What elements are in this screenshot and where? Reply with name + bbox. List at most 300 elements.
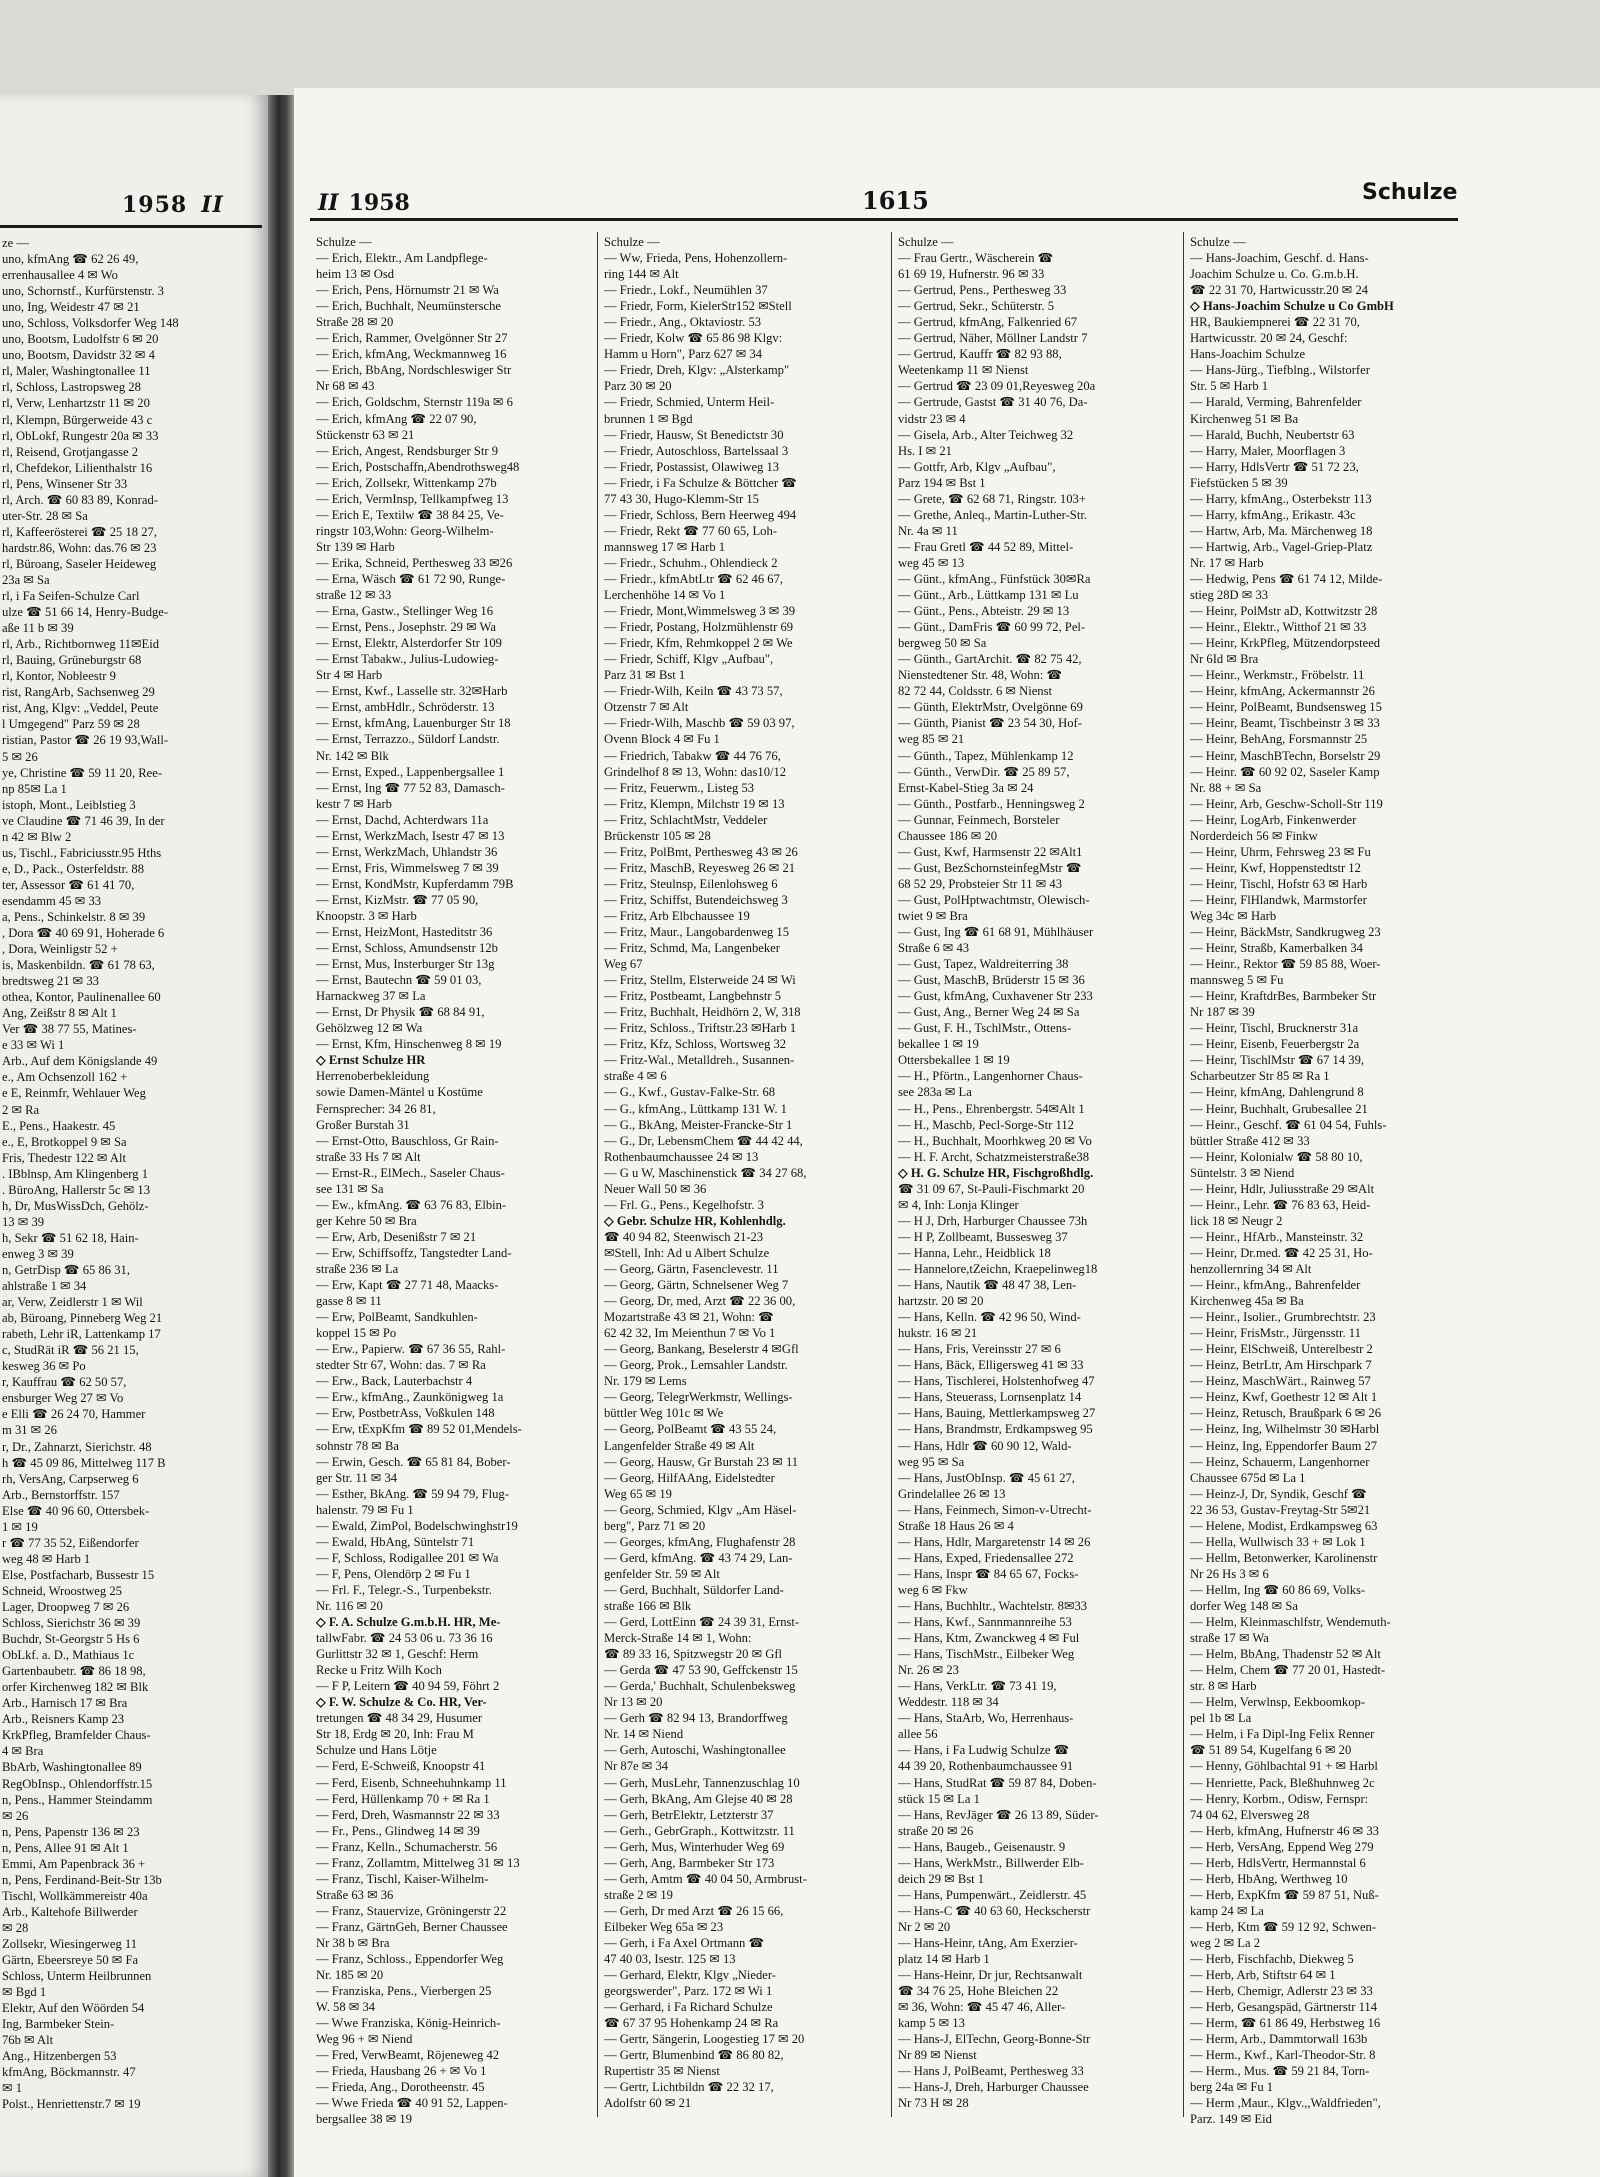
entry-line: — Heinr, BäckMstr, Sandkrugweg 23 — [1190, 925, 1381, 940]
entry-line: Scharbeutzer Str 85 ✉ Ra 1 — [1190, 1069, 1330, 1084]
entry-line: — Hans-Jürg., Tiefblng., Wilstorfer — [1190, 363, 1370, 378]
entry-line: — Herb, Gesangspäd, Gärtnerstr 114 — [1190, 2000, 1377, 2015]
entry-line: — Helm, Kleinmaschlfstr, Wendemuth- — [1190, 1615, 1391, 1630]
entry-line: Nr. 17 ✉ Harb — [1190, 555, 1264, 570]
entry-line: 22 36 53, Gustav-Freytag-Str 5✉21 — [1190, 1502, 1371, 1517]
entry-line: — Heinr., Elektr., Witthof 21 ✉ 33 — [1190, 620, 1367, 635]
entry-line: kamp 24 ✉ La — [1190, 1903, 1264, 1918]
entry-line: Nr 68 ✉ 43 — [316, 379, 375, 394]
entry-line: Parz 31 ✉ Bst 1 — [604, 668, 686, 683]
entry-line: e., Am Ochsenzoll 162 + — [2, 1070, 128, 1085]
entry-line: — Fr., Pens., Glindweg 14 ✉ 39 — [316, 1823, 480, 1838]
entry-line: — Herm, ☎ 61 86 49, Herbstweg 16 — [1190, 2016, 1381, 2031]
entry-line: — Heinr, Eisenb, Feuerbergstr 2a — [1190, 1037, 1360, 1052]
entry-line: georgswerder", Parz. 172 ✉ Wi 1 — [604, 1984, 773, 1999]
entry-line: rl, ObLokf, Rungestr 20a ✉ 33 — [2, 428, 159, 443]
entry-line: Kirchenweg 51 ✉ Ba — [1190, 411, 1299, 426]
entry-line: see 283a ✉ La — [898, 1085, 972, 1100]
entry-line: — Heinr, TischlMstr ☎ 67 14 39, — [1190, 1053, 1365, 1068]
entry-line: lick 18 ✉ Neugr 2 — [1190, 1213, 1283, 1228]
entry-line: ter, Assessor ☎ 61 41 70, — [2, 877, 135, 892]
entry-line: — Erich E, Textilw ☎ 38 84 25, Ve- — [316, 507, 504, 522]
entry-line: — Ernst, Exped., Lappenbergsallee 1 — [316, 764, 505, 779]
entry-line: — Gertrud, Pens., Perthesweg 33 — [898, 283, 1067, 298]
entry-line: — Friedr., Ang., Oktaviostr. 53 — [604, 315, 762, 330]
entry-line: Polst., Henriettenstr.7 ✉ 19 — [2, 2097, 141, 2112]
entry-line: — Ewald, ZimPol, Bodelschwinghstr19 — [316, 1518, 518, 1533]
entry-line: Ver ☎ 38 77 55, Matines- — [2, 1022, 137, 1037]
entry-line: ☎ 40 94 82, Steenwisch 21-23 — [604, 1229, 764, 1244]
entry-line: Ovenn Block 4 ✉ Fu 1 — [604, 732, 720, 747]
entry-line: — Ernst, WerkzMach, Uhlandstr 36 — [316, 844, 498, 859]
entry-line: — Hans, Exped, Friedensallee 272 — [898, 1550, 1074, 1565]
entry-line: Arb., Auf dem Königslande 49 — [2, 1054, 158, 1069]
entry-line: 2 ✉ Ra — [2, 1102, 40, 1117]
entry-line: — Erwin, Gesch. ☎ 65 81 84, Bober- — [316, 1454, 511, 1469]
entry-line: ✉ 26 — [2, 1808, 29, 1823]
entry-line: — Friedrich, Tabakw ☎ 44 76 76, — [604, 748, 781, 763]
entry-line: — Hans-J, ElTechn, Georg-Bonne-Str — [898, 2032, 1091, 2047]
entry-line: Hans-Joachim Schulze — [1190, 347, 1306, 362]
entry-line: — Friedr, i Fa Schulze & Böttcher ☎ — [604, 475, 797, 490]
entry-line: — Heinr, PolMstr aD, Kottwitzstr 28 — [1190, 604, 1378, 619]
entry-line: — Heinr, Uhrm, Fehrsweg 23 ✉ Fu — [1190, 844, 1371, 859]
entry-line: aße 11 b ✉ 39 — [2, 621, 74, 636]
entry-line: — Henny, Göhlbachtal 91 + ✉ Harbl — [1190, 1759, 1378, 1774]
entry-line: — Frau Gretl ☎ 44 52 89, Mittel- — [898, 539, 1074, 554]
entry-line: — Hans-C ☎ 40 63 60, Heckscherstr — [898, 1903, 1091, 1918]
entry-line: Chaussee 675d ✉ La 1 — [1190, 1470, 1306, 1485]
entry-line: — G., BkAng, Meister-Francke-Str 1 — [604, 1117, 793, 1132]
entry-line: Gurlittstr 32 ✉ 1, Geschf: Herm — [316, 1647, 479, 1662]
entry-line: — Heinr, KrkPfleg, Mützendorpsteed — [1190, 636, 1381, 651]
entry-line: bergweg 50 ✉ Sa — [898, 636, 987, 651]
entry-line: — Fritz, Feuerwm., Listeg 53 — [604, 780, 755, 795]
entry-line: stück 15 ✉ La 1 — [898, 1791, 980, 1806]
entry-line: — Gerhard, Elektr, Klgv „Nieder- — [604, 1968, 776, 1983]
entry-line: — Ernst, Kfm, Hinschenweg 8 ✉ 19 — [316, 1037, 502, 1052]
entry-line: — Fritz, Schiffst, Butendeichsweg 3 — [604, 892, 788, 907]
entry-line: rist, RangArb, Sachsenweg 29 — [2, 685, 155, 700]
entry-line: — Fritz, MaschB, Reyesweg 26 ✉ 21 — [604, 860, 796, 875]
entry-line: — Henriette, Pack, Bleßhuhnweg 2c — [1190, 1775, 1375, 1790]
entry-line: — Gerh, Autoschi, Washingtonallee — [604, 1743, 786, 1758]
entry-line: — Franz, Stauervize, Gröningerstr 22 — [316, 1903, 507, 1918]
entry-line: — Erw, Schiffsoffz, Tangstedter Land- — [316, 1245, 512, 1260]
entry-line: — Günt., Pens., Abteistr. 29 ✉ 13 — [898, 604, 1070, 619]
entry-line: Ang, Zeißstr 8 ✉ Alt 1 — [2, 1006, 117, 1021]
entry-line: dorfer Weg 148 ✉ Sa — [1190, 1598, 1298, 1613]
entry-line: e., E, Brotkoppel 9 ✉ Sa — [2, 1134, 127, 1149]
entry-line: — Gerh, Mus, Winterhuder Weg 69 — [604, 1839, 785, 1854]
entry-line: — Gerhard, i Fa Richard Schulze — [604, 2000, 773, 2015]
entry-line: Norderdeich 56 ✉ Finkw — [1190, 828, 1318, 843]
entry-line: ☎ 89 33 16, Spitzwegstr 20 ✉ Gfl — [604, 1647, 783, 1662]
entry-line: — Georg, Dr, med, Arzt ☎ 22 36 00, — [604, 1294, 796, 1309]
entry-line: berg", Parz 71 ✉ 20 — [604, 1518, 706, 1533]
entry-line: ve Claudine ☎ 71 46 39, In der — [2, 813, 165, 828]
entry-line: — Hans, Inspr ☎ 84 65 67, Focks- — [898, 1566, 1079, 1581]
entry-line: — Herb, Ktm ☎ 59 12 92, Schwen- — [1190, 1919, 1377, 1934]
entry-line: uno, Ing, Weidestr 47 ✉ 21 — [2, 300, 140, 315]
entry-line: — Heinr, PolBeamt, Bundsensweg 15 — [1190, 700, 1382, 715]
entry-line: — Gerh, i Fa Axel Ortmann ☎ — [604, 1935, 765, 1950]
entry-line: — Ferd, E-Schweiß, Knoopstr 41 — [316, 1759, 486, 1774]
entry-line: gasse 8 ✉ 11 — [316, 1294, 382, 1309]
entry-line: — Heinz, Ing, Eppendorfer Baum 27 — [1190, 1438, 1378, 1453]
entry-line: ☎ 22 31 70, Hartwicusstr.20 ✉ 24 — [1190, 283, 1369, 298]
entry-line: ensburger Weg 27 ✉ Vo — [2, 1391, 124, 1406]
entry-line: — Hans, WerkMstr., Billwerder Elb- — [898, 1855, 1084, 1870]
entry-line: — Heinr., Lehr. ☎ 76 83 63, Heid- — [1190, 1197, 1371, 1212]
entry-line: 47 40 03, Isestr. 125 ✉ 13 — [604, 1952, 736, 1967]
entry-line: — Friedr, Schiff, Klgv „Aufbau", — [604, 652, 774, 667]
entry-line: — Helene, Modist, Erdkampsweg 63 — [1190, 1518, 1378, 1533]
entry-line: — Frl. G., Pens., Kegelhofstr. 3 — [604, 1197, 764, 1212]
entry-line: — H. F. Archt, Schatzmeisterstraße38 — [898, 1149, 1090, 1164]
entry-line: Nr. 142 ✉ Blk — [316, 748, 389, 763]
entry-line: Knoopstr. 3 ✉ Harb — [316, 908, 417, 923]
entry-line: Gärtn, Ebeersreye 50 ✉ Fa — [2, 1953, 139, 1968]
entry-line: — Georges, kfmAng, Flughafenstr 28 — [604, 1534, 796, 1549]
entry-line: — Hans, Baugeb., Geisenaustr. 9 — [898, 1839, 1066, 1854]
entry-line: — Franz, Schloss., Eppendorfer Weg — [316, 1952, 504, 1967]
entry-line: — Gerh, Amtm ☎ 40 04 50, Armbrust- — [604, 1871, 807, 1886]
entry-line: — Gust, Ang., Berner Weg 24 ✉ Sa — [898, 1005, 1080, 1020]
entry-line: ☎ 31 09 67, St-Pauli-Fischmarkt 20 — [898, 1181, 1085, 1196]
entry-line: kesweg 36 ✉ Po — [2, 1359, 86, 1374]
entry-line: — Heinr., HfArb., Mansteinstr. 32 — [1190, 1229, 1364, 1244]
entry-line: — Erich, Angest, Rendsburger Str 9 — [316, 443, 499, 458]
entry-line: rl, Büroang, Saseler Heideweg — [2, 556, 157, 571]
entry-line: Ernst-Kabel-Stieg 3a ✉ 24 — [898, 780, 1034, 795]
entry-line: ✉Stell, Inh: Ad u Albert Schulze — [604, 1245, 770, 1260]
directory-column-1 — [316, 234, 594, 2159]
entry-line: Nr. 14 ✉ Niend — [604, 1727, 684, 1742]
entry-line: esendamm 45 ✉ 33 — [2, 893, 102, 908]
entry-line: rl, i Fa Seifen-Schulze Carl — [2, 589, 140, 604]
column-divider-3 — [1183, 232, 1184, 2117]
entry-line: — Heinr, FlHlandwk, Marmstorfer — [1190, 892, 1367, 907]
entry-line: Nr 187 ✉ 39 — [1190, 1005, 1255, 1020]
entry-line: 44 39 20, Rothenbaumchaussee 91 — [898, 1759, 1074, 1774]
entry-line: Else ☎ 40 96 60, Ottersbek- — [2, 1503, 150, 1518]
entry-line: uter-Str. 28 ✉ Sa — [2, 508, 88, 523]
entry-line: h, Dr, MusWissDch, Gehölz- — [2, 1198, 149, 1213]
entry-line: büttler Straße 412 ✉ 33 — [1190, 1133, 1310, 1148]
entry-line: — Franz, Kelln., Schumacherstr. 56 — [316, 1839, 498, 1854]
entry-line: 68 52 29, Probsteier Str 11 ✉ 43 — [898, 876, 1063, 891]
entry-line: Weg 34c ✉ Harb — [1190, 908, 1277, 923]
entry-line: rl, Reisend, Grotjangasse 2 — [2, 444, 139, 459]
entry-line: — Heinz, BetrLtr, Am Hirschpark 7 — [1190, 1358, 1372, 1373]
entry-line: — Helm, BbAng, Thadenstr 52 ✉ Alt — [1190, 1647, 1381, 1662]
entry-line: — Herb, HbAng, Werthweg 10 — [1190, 1871, 1348, 1886]
entry-line: — Günt., Arb., Lüttkamp 131 ✉ Lu — [898, 588, 1079, 603]
entry-line: — Gunnar, Feinmech, Borsteler — [898, 812, 1060, 827]
entry-line: ab, Büroang, Pinneberg Weg 21 — [2, 1311, 163, 1326]
entry-line: ✉ 4, Inh: Lonja Klinger — [898, 1197, 1019, 1212]
entry-line: — Erw, PostbetrAss, Voßkulen 148 — [316, 1406, 495, 1421]
entry-line: — Hella, Wullwisch 33 + ✉ Lok 1 — [1190, 1534, 1366, 1549]
left-header-year: 1958 — [122, 192, 188, 218]
entry-line: rl, Schloss, Lastropsweg 28 — [2, 380, 141, 395]
entry-line: — Gerh, BkAng, Am Glejse 40 ✉ 28 — [604, 1791, 793, 1806]
left-header-roman: II — [201, 192, 224, 218]
entry-line: straße 17 ✉ Wa — [1190, 1631, 1269, 1646]
entry-line: bergsallee 38 ✉ 19 — [316, 2112, 413, 2127]
entry-line: Nr 13 ✉ 20 — [604, 1695, 663, 1710]
entry-line: — Erika, Schneid, Perthesweg 33 ✉26 — [316, 555, 513, 570]
entry-line: Harnackweg 37 ✉ La — [316, 989, 426, 1004]
entry-line: — Hans, i Fa Ludwig Schulze ☎ — [898, 1743, 1070, 1758]
entry-line: ☎ 34 76 25, Hohe Bleichen 22 — [898, 1984, 1059, 1999]
entry-line: — Erw, PolBeamt, Sandkuhlen- — [316, 1310, 478, 1325]
entry-line: Nr 89 ✉ Nienst — [898, 2048, 977, 2063]
entry-line: — Heinr, BehAng, Forsmannstr 25 — [1190, 732, 1368, 747]
entry-line: weg 85 ✉ 21 — [898, 732, 965, 747]
entry-line: — Heinr, Beamt, Tischbeinstr 3 ✉ 33 — [1190, 716, 1380, 731]
left-header-rule — [0, 225, 262, 228]
entry-line: — Gertrude, Gastst ☎ 31 40 76, Da- — [898, 395, 1088, 410]
entry-line: — Erich, Goldschm, Sternstr 119a ✉ 6 — [316, 395, 513, 410]
entry-line: — Ferd, Eisenb, Schneehuhnkamp 11 — [316, 1775, 507, 1790]
entry-line: Nr 26 Hs 3 ✉ 6 — [1190, 1566, 1269, 1581]
entry-line: n, Pens., Hammer Steindamm — [2, 1792, 153, 1807]
entry-line: — Hanna, Lehr., Heidblick 18 — [898, 1245, 1051, 1260]
entry-line: — Heinr, Arb, Geschw-Scholl-Str 119 — [1190, 796, 1383, 811]
entry-line: tallwFabr. ☎ 24 53 06 u. 73 36 16 — [316, 1631, 493, 1646]
entry-line: ringstr 103,Wohn: Georg-Wilhelm- — [316, 523, 494, 538]
entry-line: — Friedr, Postang, Holzmühlenstr 69 — [604, 620, 794, 635]
entry-line: — Heinz, Retusch, Braußpark 6 ✉ 26 — [1190, 1406, 1382, 1421]
entry-line: ◇ F. W. Schulze & Co. HR, Ver- — [316, 1695, 487, 1710]
entry-line: — Franziska, Pens., Vierbergen 25 — [316, 1984, 492, 1999]
entry-line: Straße 63 ✉ 36 — [316, 1887, 394, 1902]
entry-line: 61 69 19, Hufnerstr. 96 ✉ 33 — [898, 267, 1045, 282]
entry-line: — Hans, Pumpenwärt., Zeidlerstr. 45 — [898, 1887, 1087, 1902]
entry-line: Chaussee 186 ✉ 20 — [898, 828, 998, 843]
entry-line: Großer Burstah 31 — [316, 1117, 410, 1132]
entry-line: — Ernst, Bautechn ☎ 59 01 03, — [316, 973, 482, 988]
entry-line: — Gust, kfmAng, Cuxhavener Str 233 — [898, 989, 1093, 1004]
entry-line: — Ernst, Ing ☎ 77 52 83, Damasch- — [316, 780, 505, 795]
entry-line: — Heinr, LogArb, Finkenwerder — [1190, 812, 1357, 827]
entry-line: KrkPfleg, Bramfelder Chaus- — [2, 1728, 151, 1743]
entry-line: — Hans-Joachim, Geschf. d. Hans- — [1190, 251, 1369, 266]
entry-line: 23a ✉ Sa — [2, 572, 50, 587]
entry-line: Str 139 ✉ Harb — [316, 539, 395, 554]
entry-line: — Gertr, Sängerin, Loogestieg 17 ✉ 20 — [604, 2032, 805, 2047]
entry-line: — Fritz, Steulnsp, Eilenlohsweg 6 — [604, 876, 778, 891]
entry-line: Str 4 ✉ Harb — [316, 668, 383, 683]
entry-line: — Henry, Korbm., Odisw, Fernspr: — [1190, 1791, 1369, 1806]
entry-line: — Georg, Prok., Lemsahler Landstr. — [604, 1358, 788, 1373]
entry-line: Buchdr, St-Georgstr 5 Hs 6 — [2, 1632, 140, 1647]
entry-line: — Hans, TischMstr., Eilbeker Weg — [898, 1647, 1075, 1662]
entry-line: ristian, Pastor ☎ 26 19 93,Wall- — [2, 733, 169, 748]
entry-line: — Ernst, Elektr, Alsterdorfer Str 109 — [316, 636, 502, 651]
entry-line: — Heinz-J, Dr, Syndik, Geschf ☎ — [1190, 1486, 1367, 1501]
entry-line: allee 56 — [898, 1727, 938, 1742]
entry-line: uno, Schloss, Volksdorfer Weg 148 — [2, 316, 179, 331]
entry-line: — Friedr, Form, KielerStr152 ✉Stell — [604, 299, 792, 314]
left-facing-page — [0, 95, 268, 2177]
entry-line: — Heinr, Dr.med. ☎ 42 25 31, Ho- — [1190, 1245, 1373, 1260]
entry-line: — Harry, HdlsVertr ☎ 51 72 23, — [1190, 459, 1359, 474]
entry-line: Brückenstr 105 ✉ 28 — [604, 828, 711, 843]
directory-column-3 — [898, 234, 1180, 2159]
entry-line: — Hans, Steuerass, Lornsenplatz 14 — [898, 1390, 1082, 1405]
entry-line: — Erich, Buchhalt, Neumünstersche — [316, 299, 502, 314]
entry-line: henzollernring 34 ✉ Alt — [1190, 1262, 1312, 1276]
entry-line: — Erw, Kapt ☎ 27 71 48, Maacks- — [316, 1278, 499, 1293]
entry-line: 77 43 30, Hugo-Klemm-Str 15 — [604, 491, 759, 506]
entry-line: — Hellm, Ing ☎ 60 86 69, Volks- — [1190, 1582, 1366, 1597]
entry-line: — Ernst, Schloss, Amundsenstr 12b — [316, 941, 498, 956]
entry-line: — Friedr-Wilh, Keiln ☎ 43 73 57, — [604, 684, 783, 699]
entry-line: — Gertrud, kfmAng, Falkenried 67 — [898, 315, 1078, 330]
entry-line: — Herb, ExpKfm ☎ 59 87 51, Nuß- — [1190, 1887, 1379, 1902]
entry-line: berg 24a ✉ Fu 1 — [1190, 2080, 1274, 2095]
entry-line: — Gust, BezSchornsteinfegMstr ☎ — [898, 860, 1082, 875]
entry-line: — Heinz, MaschWärt., Rainweg 57 — [1190, 1374, 1371, 1389]
entry-line: — Herb, VersAng, Eppend Weg 279 — [1190, 1839, 1374, 1854]
entry-line: — Fred, VerwBeamt, Röjeneweg 42 — [316, 2048, 500, 2063]
entry-line: — Wwe Franziska, König-Heinrich- — [316, 2016, 501, 2031]
entry-line: r ☎ 77 35 52, Eißendorfer — [2, 1535, 139, 1550]
entry-line: Schulze — — [1190, 235, 1246, 249]
entry-line: — H J, Drh, Harburger Chaussee 73h — [898, 1213, 1088, 1228]
entry-line: — Gerd, LottEinn ☎ 24 39 31, Ernst- — [604, 1615, 800, 1630]
entry-line: — Ernst, KondMstr, Kupferdamm 79B — [316, 876, 514, 891]
entry-line: — Heinr, Hdlr, Juliusstraße 29 ✉Alt — [1190, 1181, 1375, 1196]
entry-line: Herrenoberbekleidung — [316, 1069, 430, 1084]
entry-line: — Fritz, SchlachtMstr, Veddeler — [604, 812, 768, 827]
directory-column-4 — [1190, 234, 1472, 2159]
entry-line: Arb., Harnisch 17 ✉ Bra — [2, 1696, 128, 1711]
entry-line: orfer Kirchenweg 182 ✉ Blk — [2, 1680, 149, 1695]
entry-line: Ottersbekallee 1 ✉ 19 — [898, 1053, 1010, 1068]
entry-line: 74 04 62, Elversweg 28 — [1190, 1807, 1310, 1822]
entry-line: Eilbeker Weg 65a ✉ 23 — [604, 1919, 724, 1934]
entry-line: — Günt., DamFris ☎ 60 99 72, Pel- — [898, 620, 1086, 635]
entry-line: Parz 194 ✉ Bst 1 — [898, 475, 986, 490]
entry-line: — Gottfr, Arb, Klgv „Aufbau", — [898, 459, 1056, 474]
entry-line: — Gerh ☎ 82 94 13, Brandorffweg — [604, 1711, 788, 1726]
entry-line: — Friedr, Rekt ☎ 77 60 65, Loh- — [604, 523, 777, 538]
column-divider-2 — [891, 232, 892, 2117]
entry-line: — H., Pförtn., Langenhorner Chaus- — [898, 1069, 1083, 1084]
entry-line: — Harald, Verming, Bahrenfelder — [1190, 395, 1362, 410]
entry-line: Otzenstr 7 ✉ Alt — [604, 700, 689, 715]
entry-line: — Gertr, Blumenbind ☎ 86 80 82, — [604, 2048, 784, 2063]
entry-line: — Erw, tExpKfm ☎ 89 52 01,Mendels- — [316, 1422, 522, 1437]
entry-line: — Heinz, Kwf, Goethestr 12 ✉ Alt 1 — [1190, 1390, 1378, 1405]
entry-line: — Heinr. ☎ 60 92 02, Saseler Kamp — [1190, 764, 1380, 779]
entry-line: Merck-Straße 14 ✉ 1, Wohn: — [604, 1631, 752, 1646]
entry-line: — Gerd, Buchhalt, Süldorfer Land- — [604, 1582, 784, 1597]
entry-line: — Heinr, Tischl, Brucknerstr 31a — [1190, 1021, 1359, 1036]
entry-line: — Hans, VerkLtr. ☎ 73 41 19, — [898, 1679, 1057, 1694]
entry-line: — Gerh, Dr med Arzt ☎ 26 15 66, — [604, 1903, 784, 1918]
entry-line: Lerchenhöhe 14 ✉ Vo 1 — [604, 588, 726, 603]
entry-line: — Ernst, Pens., Josephstr. 29 ✉ Wa — [316, 620, 497, 635]
page-number: 1615 — [862, 186, 929, 215]
entry-line: straße 4 ✉ 6 — [604, 1069, 667, 1084]
entry-line: brunnen 1 ✉ Bgd — [604, 411, 693, 426]
entry-line: — Heinr., Werkmstr., Fröbelstr. 11 — [1190, 668, 1365, 683]
entry-line: n 42 ✉ Blw 2 — [2, 829, 72, 844]
entry-line: Stückenstr 63 ✉ 21 — [316, 427, 415, 442]
entry-line: rl, Kontor, Nobleestr 9 — [2, 669, 116, 684]
entry-line: mannsweg 17 ✉ Harb 1 — [604, 539, 726, 554]
entry-line: Langenfelder Straße 49 ✉ Alt — [604, 1438, 755, 1453]
entry-line: W. 58 ✉ 34 — [316, 2000, 376, 2015]
entry-line: — Ernst, Terrazzo., Süldorf Landstr. — [316, 732, 500, 747]
entry-line: rl, Klempn, Bürgerweide 43 c — [2, 412, 153, 427]
entry-line: Nr 2 ✉ 20 — [898, 1919, 951, 1934]
entry-line: — Friedr, Kfm, Rehmkoppel 2 ✉ We — [604, 636, 793, 651]
entry-line: str. 8 ✉ Harb — [1190, 1679, 1257, 1694]
entry-line: rl, Maler, Washingtonallee 11 — [2, 364, 151, 379]
entry-line: — Heinr, kfmAng, Dahlengrund 8 — [1190, 1085, 1364, 1100]
entry-line: h ☎ 45 09 86, Mittelweg 117 B — [2, 1455, 166, 1470]
entry-line: Rupertistr 35 ✉ Nienst — [604, 2064, 720, 2079]
entry-line: ✉ Bgd 1 — [2, 1985, 47, 2000]
entry-line: — Friedr, Hausw, St Benedictstr 30 — [604, 427, 784, 442]
entry-line: — Friedr., kfmAbtLtr ☎ 62 46 67, — [604, 571, 784, 586]
entry-line: n, Pens, Papenstr 136 ✉ 23 — [2, 1824, 140, 1839]
entry-line: ☎ 51 89 54, Kugelfang 6 ✉ 20 — [1190, 1743, 1352, 1758]
entry-line: straße 2 ✉ 19 — [604, 1887, 673, 1902]
entry-line: — Erw, Arb, Desenißstr 7 ✉ 21 — [316, 1229, 477, 1244]
entry-line: straße 166 ✉ Blk — [604, 1598, 692, 1613]
entry-line: — Günth., Postfarb., Henningsweg 2 — [898, 796, 1085, 811]
entry-line: deich 29 ✉ Bst 1 — [898, 1871, 985, 1886]
entry-line: uno, Bootsm, Ludolfstr 6 ✉ 20 — [2, 332, 159, 347]
entry-line: — Günth, ElektrMstr, Ovelgönne 69 — [898, 700, 1083, 715]
entry-line: — Georg, PolBeamt ☎ 43 55 24, — [604, 1422, 777, 1437]
entry-line: — G., kfmAng., Lüttkamp 131 W. 1 — [604, 1101, 787, 1116]
entry-line: — H., Pens., Ehrenbergstr. 54✉Alt 1 — [898, 1101, 1085, 1116]
entry-line: Joachim Schulze u. Co. G.m.b.H. — [1190, 267, 1359, 282]
entry-line: — Hans J, PolBeamt, Perthesweg 33 — [898, 2064, 1084, 2079]
entry-line: HR, Baukiempnerei ☎ 22 31 70, — [1190, 315, 1360, 330]
entry-line: uno, Bootsm, Davidstr 32 ✉ 4 — [2, 348, 155, 363]
entry-line: Weg 67 — [604, 957, 643, 972]
entry-line: — Gust, Kwf, Harmsenstr 22 ✉Alt1 — [898, 844, 1083, 859]
entry-line: r, Kauffrau ☎ 62 50 57, — [2, 1375, 127, 1390]
entry-line: Arb., Kaltehofe Billwerder — [2, 1904, 138, 1919]
entry-line: — Hannelore,tZeichn, Kraepelinweg18 — [898, 1262, 1098, 1276]
entry-line: — Ernst, Dachd, Achterdwars 11a — [316, 812, 489, 827]
entry-line: — Herm., Mus. ☎ 59 21 84, Torn- — [1190, 2064, 1370, 2079]
entry-line: — F, Schloss, Rodigallee 201 ✉ Wa — [316, 1550, 499, 1565]
right-header-year: 1958 — [348, 190, 410, 216]
entry-line: n, Pens, Allee 91 ✉ Alt 1 — [2, 1840, 129, 1855]
entry-line: Parz 30 ✉ 20 — [604, 379, 672, 394]
entry-line: — Heinr, Tischl, Hofstr 63 ✉ Harb — [1190, 876, 1368, 891]
entry-line: Nienstedtener Str. 48, Wohn: ☎ — [898, 668, 1063, 683]
entry-line: Str 18, Erdg ✉ 20, Inh: Frau M — [316, 1727, 474, 1742]
entry-line: weg 48 ✉ Harb 1 — [2, 1551, 91, 1566]
right-page-header-left — [318, 190, 410, 216]
entry-line: Schulze — — [898, 235, 954, 249]
entry-line: genfelder Str. 59 ✉ Alt — [604, 1566, 720, 1581]
entry-line: m 31 ✉ 26 — [2, 1423, 57, 1438]
entry-line: — Fritz, Klempn, Milchstr 19 ✉ 13 — [604, 796, 785, 811]
